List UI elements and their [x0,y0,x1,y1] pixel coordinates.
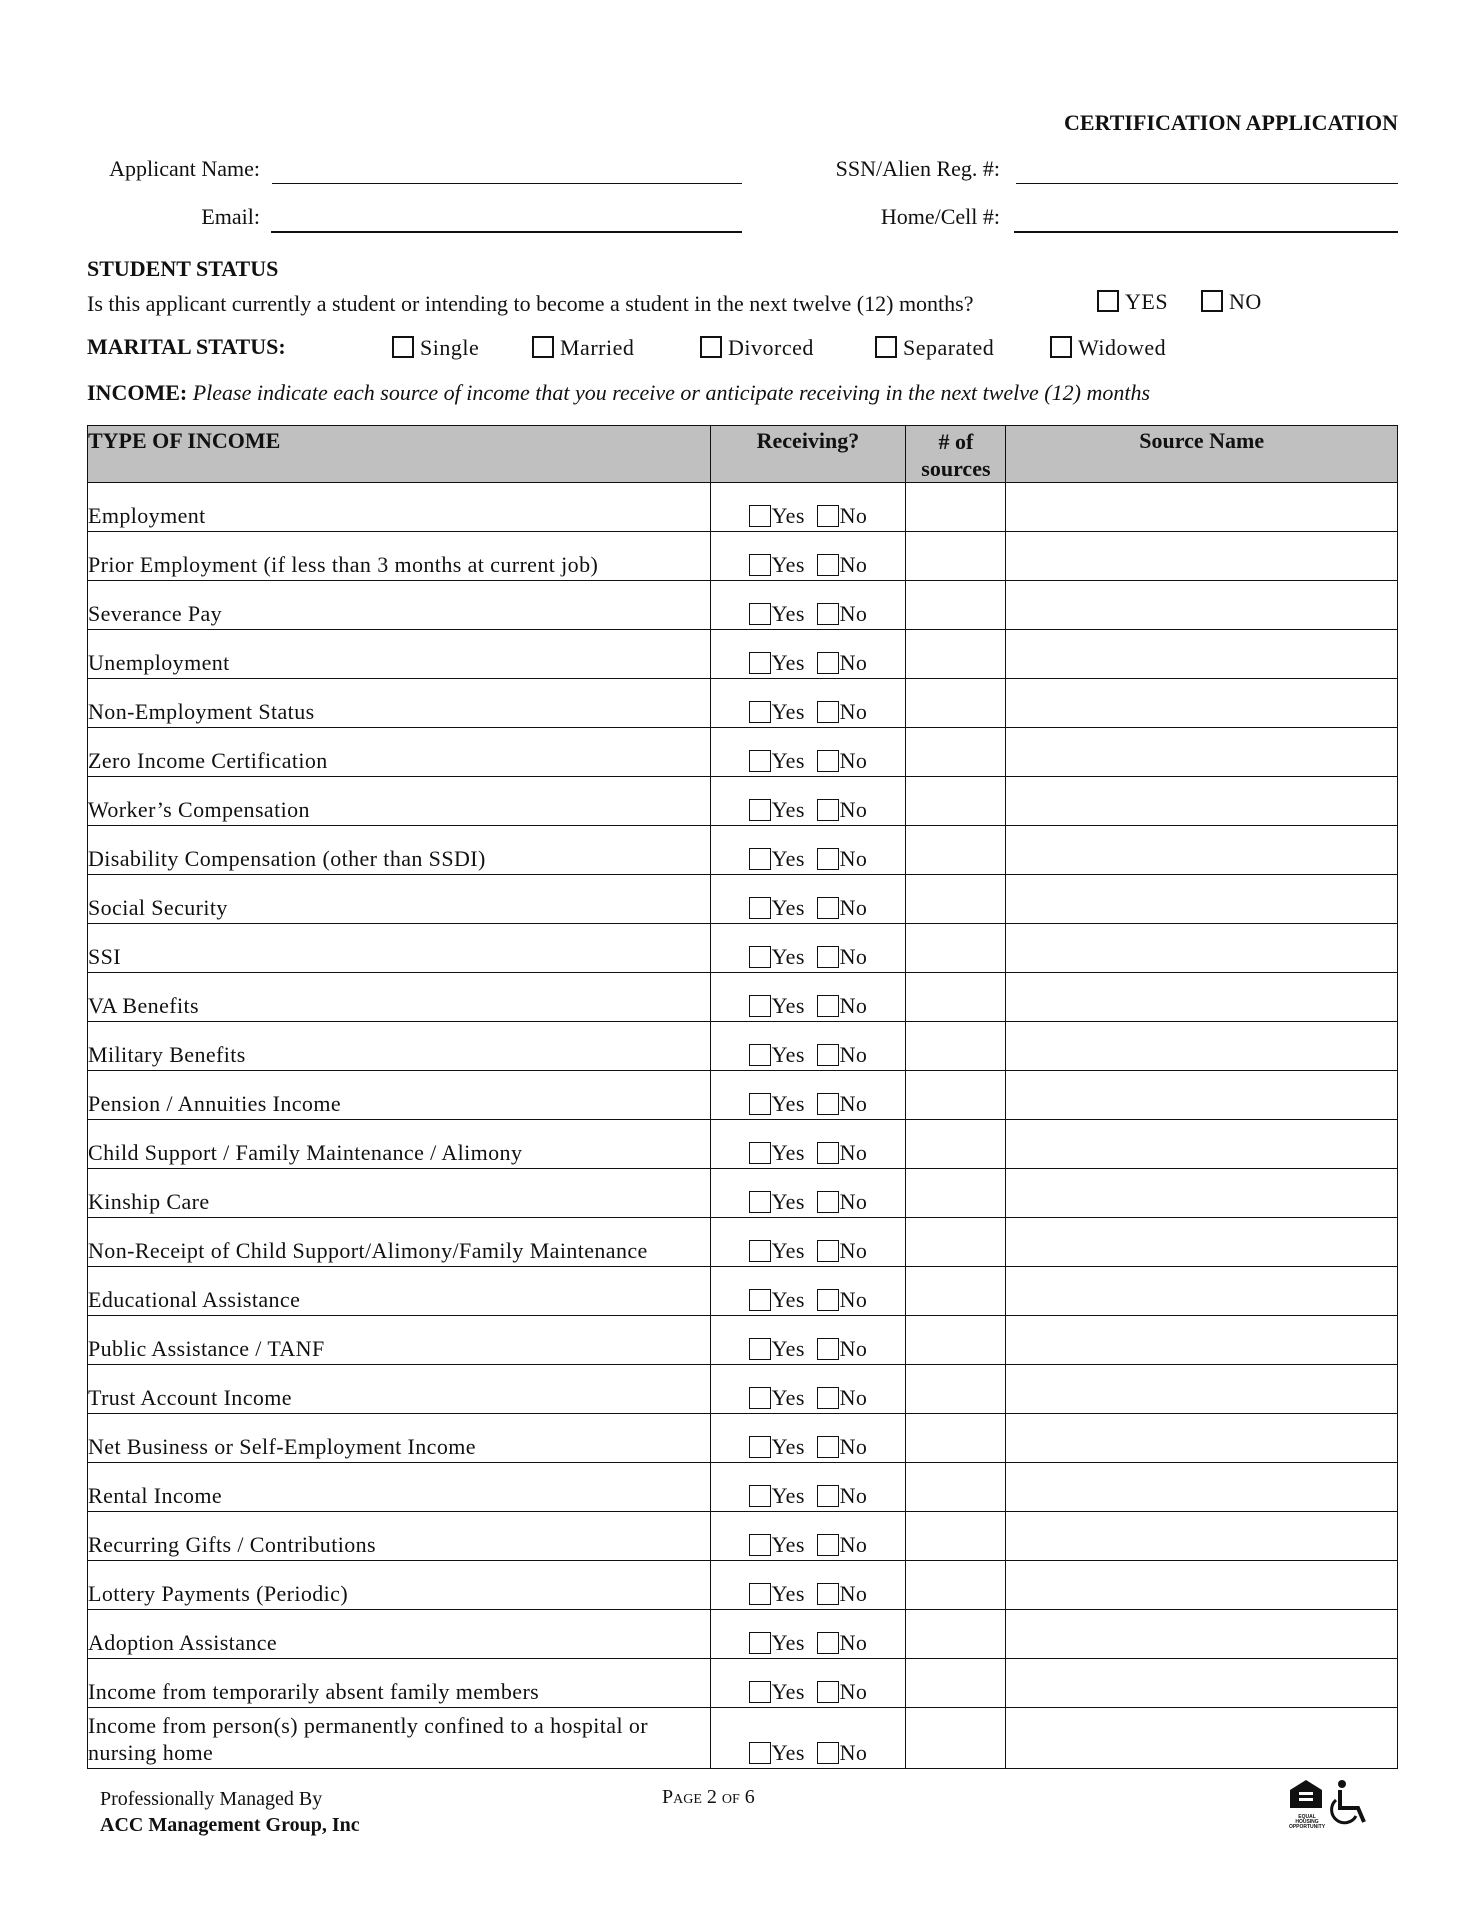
source-name-field[interactable] [1006,826,1398,875]
source-name-field[interactable] [1006,1414,1398,1463]
yes-label: Yes [771,1740,805,1765]
no-checkbox[interactable] [817,1142,839,1164]
source-name-field[interactable] [1006,1365,1398,1414]
no-checkbox[interactable] [817,554,839,576]
table-row [88,728,1398,777]
num-sources-field[interactable] [906,1463,1006,1512]
receiving-cell [710,679,906,728]
source-name-field[interactable] [1006,1022,1398,1071]
yes-checkbox[interactable] [749,848,771,870]
income-type: Adoption Assistance [88,1610,711,1659]
receiving-cell [710,826,906,875]
table-row [88,1316,1398,1365]
num-sources-field[interactable] [906,1708,1006,1769]
no-label: No [839,1336,868,1361]
num-sources-field[interactable] [906,1561,1006,1610]
marital-option-widowed[interactable] [1050,335,1166,361]
source-name-field[interactable] [1006,728,1398,777]
source-name-field[interactable] [1006,679,1398,728]
yes-label: Yes [771,601,805,626]
yes-label: Yes [771,1189,805,1214]
income-heading: INCOME: [87,380,188,405]
no-label: No [839,1287,868,1312]
table-row [88,826,1398,875]
num-sources-field[interactable] [906,679,1006,728]
receiving-cell [710,1316,906,1365]
source-name-field[interactable] [1006,1561,1398,1610]
yes-label: Yes [771,944,805,969]
form-title: CERTIFICATION APPLICATION [1064,110,1398,135]
marital-status-heading: MARITAL STATUS: [87,334,286,359]
no-label: No [839,503,868,528]
no-checkbox[interactable] [817,603,839,625]
no-checkbox[interactable] [817,1093,839,1115]
num-sources-field[interactable] [906,581,1006,630]
num-sources-field[interactable] [906,826,1006,875]
income-type: Pension / Annuities Income [88,1071,711,1120]
income-type: Child Support / Family Maintenance / Alimony [88,1120,711,1169]
phone-label: Home/Cell #: [880,204,1000,229]
no-label: No [839,1483,868,1508]
receiving-cell [710,728,906,777]
marital-option-single[interactable] [392,335,479,361]
receiving-cell [710,1463,906,1512]
table-row [88,1071,1398,1120]
source-name-field[interactable] [1006,777,1398,826]
no-label: No [839,1091,868,1116]
no-label: No [839,748,868,773]
yes-label: Yes [771,895,805,920]
no-checkbox[interactable] [817,1338,839,1360]
income-type: Military Benefits [88,1022,711,1071]
income-type: Public Assistance / TANF [88,1316,711,1365]
yes-checkbox[interactable] [749,1681,771,1703]
income-type: VA Benefits [88,973,711,1022]
table-row [88,1610,1398,1659]
num-sources-field[interactable] [906,1218,1006,1267]
yes-label: Yes [771,1581,805,1606]
source-name-field[interactable] [1006,1659,1398,1708]
no-label: No [839,944,868,969]
yes-label: Yes [771,797,805,822]
source-name-field[interactable] [1006,1463,1398,1512]
no-checkbox[interactable] [817,1742,839,1764]
table-row [88,483,1398,532]
table-header-row [88,426,1398,483]
checkbox[interactable] [532,336,554,358]
income-type: Prior Employment (if less than 3 months at current job) [88,532,711,581]
no-checkbox[interactable] [817,1240,839,1262]
no-label: No [839,1581,868,1606]
table-row [88,777,1398,826]
no-checkbox[interactable] [817,505,839,527]
income-instruction [87,380,1150,406]
checkbox[interactable] [1201,290,1223,312]
no-checkbox[interactable] [817,750,839,772]
receiving-cell [710,924,906,973]
no-label: No [839,895,868,920]
no-checkbox[interactable] [817,897,839,919]
yes-checkbox[interactable] [749,1093,771,1115]
income-type: Non-Employment Status [88,679,711,728]
source-name-field[interactable] [1006,1218,1398,1267]
table-row [88,1120,1398,1169]
ssn-field[interactable] [1016,183,1398,184]
yes-checkbox[interactable] [749,1583,771,1605]
yes-checkbox[interactable] [749,554,771,576]
receiving-cell [710,1267,906,1316]
receiving-cell [710,1414,906,1463]
no-label: No [839,1630,868,1655]
num-sources-field[interactable] [906,532,1006,581]
applicant-name-label: Applicant Name: [109,156,260,181]
yes-checkbox[interactable] [749,603,771,625]
source-name-field[interactable] [1006,1169,1398,1218]
no-checkbox[interactable] [817,1191,839,1213]
no-label: No [839,699,868,724]
yes-label: Yes [771,650,805,675]
no-checkbox[interactable] [817,652,839,674]
num-sources-field[interactable] [906,1365,1006,1414]
table-row [88,1708,1398,1769]
no-label: No [839,1679,868,1704]
option-label: Widowed [1078,335,1167,360]
header-type-of-income: TYPE OF INCOME [88,426,711,483]
yes-label: Yes [771,993,805,1018]
email-label: Email: [201,204,260,229]
yes-checkbox[interactable] [749,1338,771,1360]
yes-checkbox[interactable] [749,1191,771,1213]
no-label: No [839,1434,868,1459]
income-type: Non-Receipt of Child Support/Alimony/Family Maintenance [88,1218,711,1267]
table-row [88,630,1398,679]
table-row [88,1561,1398,1610]
num-sources-field[interactable] [906,777,1006,826]
no-checkbox[interactable] [817,946,839,968]
source-name-field[interactable] [1006,1120,1398,1169]
num-sources-field[interactable] [906,1022,1006,1071]
table-row [88,1365,1398,1414]
source-name-field[interactable] [1006,924,1398,973]
student-yes-option[interactable] [1097,289,1168,315]
income-type: Income from person(s) permanently confined to a hospital or nursing home [88,1708,711,1769]
yes-checkbox[interactable] [749,946,771,968]
yes-label: Yes [771,1238,805,1263]
income-type: Disability Compensation (other than SSDI) [88,826,711,875]
receiving-cell [710,875,906,924]
yes-label: Yes [771,503,805,528]
yes-label: Yes [771,846,805,871]
income-table [87,425,1398,1769]
table-row [88,679,1398,728]
yes-checkbox[interactable] [749,897,771,919]
company-name: ACC Management Group, Inc [100,1814,360,1836]
yes-label: Yes [771,1091,805,1116]
yes-label: Yes [771,1042,805,1067]
num-sources-field[interactable] [906,1316,1006,1365]
income-type: Unemployment [88,630,711,679]
num-sources-field[interactable] [906,1414,1006,1463]
num-sources-field[interactable] [906,630,1006,679]
income-type: Employment [88,483,711,532]
equal-housing-opportunity-text: EQUAL HOUSING OPPORTUNITY [1288,1814,1326,1830]
source-name-field[interactable] [1006,1512,1398,1561]
receiving-cell [710,532,906,581]
receiving-cell [710,973,906,1022]
option-label: NO [1229,289,1262,314]
yes-label: Yes [771,748,805,773]
num-sources-field[interactable] [906,875,1006,924]
table-row [88,924,1398,973]
receiving-cell [710,630,906,679]
source-name-field[interactable] [1006,973,1398,1022]
receiving-cell [710,1022,906,1071]
num-sources-field[interactable] [906,1512,1006,1561]
yes-checkbox[interactable] [749,701,771,723]
no-checkbox[interactable] [817,1485,839,1507]
applicant-name-field[interactable] [272,183,742,184]
yes-checkbox[interactable] [749,750,771,772]
receiving-cell [710,1071,906,1120]
yes-checkbox[interactable] [749,652,771,674]
table-row [88,1463,1398,1512]
yes-label: Yes [771,1336,805,1361]
option-label: YES [1125,289,1169,314]
num-sources-field[interactable] [906,1267,1006,1316]
income-type: Educational Assistance [88,1267,711,1316]
no-checkbox[interactable] [817,1387,839,1409]
receiving-cell [710,1708,906,1769]
receiving-cell [710,1120,906,1169]
yes-checkbox[interactable] [749,505,771,527]
yes-label: Yes [771,1385,805,1410]
no-label: No [839,1140,868,1165]
num-sources-field[interactable] [906,1071,1006,1120]
no-label: No [839,1238,868,1263]
no-label: No [839,1385,868,1410]
marital-option-married[interactable] [532,335,634,361]
num-sources-field[interactable] [906,1120,1006,1169]
source-name-field[interactable] [1006,1316,1398,1365]
header-receiving: Receiving? [710,426,906,483]
no-label: No [839,797,868,822]
no-label: No [839,1189,868,1214]
no-label: No [839,601,868,626]
table-row [88,1267,1398,1316]
yes-label: Yes [771,1434,805,1459]
num-sources-field[interactable] [906,483,1006,532]
table-row [88,1512,1398,1561]
receiving-cell [710,483,906,532]
no-checkbox[interactable] [817,1044,839,1066]
yes-checkbox[interactable] [749,1742,771,1764]
email-field[interactable] [271,231,742,233]
no-label: No [839,1042,868,1067]
student-question: Is this applicant currently a student or intending to become a student in the next twelve (12) months? [87,291,974,316]
no-checkbox[interactable] [817,1632,839,1654]
income-type: Kinship Care [88,1169,711,1218]
income-type: SSI [88,924,711,973]
receiving-cell [710,777,906,826]
checkbox[interactable] [700,336,722,358]
source-name-field[interactable] [1006,1610,1398,1659]
no-checkbox[interactable] [817,848,839,870]
table-row [88,1659,1398,1708]
receiving-cell [710,1561,906,1610]
checkbox[interactable] [392,336,414,358]
yes-checkbox[interactable] [749,1534,771,1556]
receiving-cell [710,1512,906,1561]
receiving-cell [710,1610,906,1659]
source-name-field[interactable] [1006,630,1398,679]
option-label: Married [560,335,635,360]
yes-checkbox[interactable] [749,1436,771,1458]
no-label: No [839,846,868,871]
receiving-cell [710,1365,906,1414]
marital-option-separated[interactable] [875,335,994,361]
yes-checkbox[interactable] [749,1240,771,1262]
no-label: No [839,1740,868,1765]
header-num-sources: # of sources [906,426,1006,483]
header-source-name: Source Name [1006,426,1398,483]
no-label: No [839,1532,868,1557]
yes-checkbox[interactable] [749,799,771,821]
table-row [88,532,1398,581]
num-sources-field[interactable] [906,973,1006,1022]
num-sources-field[interactable] [906,924,1006,973]
yes-label: Yes [771,1287,805,1312]
ssn-label: SSN/Alien Reg. #: [835,156,1000,181]
checkbox[interactable] [1050,336,1072,358]
yes-checkbox[interactable] [749,995,771,1017]
yes-label: Yes [771,552,805,577]
income-type: Income from temporarily absent family members [88,1659,711,1708]
no-checkbox[interactable] [817,1681,839,1703]
option-label: Divorced [728,335,814,360]
source-name-field[interactable] [1006,1071,1398,1120]
source-name-field[interactable] [1006,1708,1398,1769]
num-sources-field[interactable] [906,728,1006,777]
no-checkbox[interactable] [817,799,839,821]
yes-label: Yes [771,1483,805,1508]
receiving-cell [710,581,906,630]
table-row [88,1414,1398,1463]
no-checkbox[interactable] [817,1436,839,1458]
no-label: No [839,993,868,1018]
no-checkbox[interactable] [817,1289,839,1311]
income-type: Severance Pay [88,581,711,630]
table-row [88,581,1398,630]
no-label: No [839,552,868,577]
income-type: Zero Income Certification [88,728,711,777]
checkbox[interactable] [875,336,897,358]
managed-by-text: Professionally Managed By [100,1788,323,1810]
income-type: Lottery Payments (Periodic) [88,1561,711,1610]
source-name-field[interactable] [1006,532,1398,581]
income-type: Recurring Gifts / Contributions [88,1512,711,1561]
num-sources-field[interactable] [906,1610,1006,1659]
student-status-heading: STUDENT STATUS [87,256,279,281]
marital-option-divorced[interactable] [700,335,814,361]
income-type: Worker’s Compensation [88,777,711,826]
receiving-cell [710,1218,906,1267]
yes-checkbox[interactable] [749,1387,771,1409]
table-row [88,1169,1398,1218]
no-checkbox[interactable] [817,701,839,723]
no-label: No [839,650,868,675]
source-name-field[interactable] [1006,483,1398,532]
phone-field[interactable] [1014,231,1398,233]
option-label: Separated [903,335,995,360]
table-row [88,875,1398,924]
yes-label: Yes [771,1630,805,1655]
income-type: Rental Income [88,1463,711,1512]
num-sources-field[interactable] [906,1659,1006,1708]
source-name-field[interactable] [1006,1267,1398,1316]
source-name-field[interactable] [1006,581,1398,630]
table-row [88,1022,1398,1071]
student-no-option[interactable] [1201,289,1262,315]
receiving-cell [710,1169,906,1218]
income-instruction-text: Please indicate each source of income that you receive or anticipate receiving in the next twelve (12) months [192,380,1151,405]
income-type: Net Business or Self-Employment Income [88,1414,711,1463]
yes-checkbox[interactable] [749,1289,771,1311]
yes-checkbox[interactable] [749,1142,771,1164]
source-name-field[interactable] [1006,875,1398,924]
option-label: Single [420,335,480,360]
yes-label: Yes [771,1679,805,1704]
num-sources-field[interactable] [906,1169,1006,1218]
yes-checkbox[interactable] [749,1632,771,1654]
income-type: Social Security [88,875,711,924]
no-checkbox[interactable] [817,995,839,1017]
yes-checkbox[interactable] [749,1485,771,1507]
table-row [88,973,1398,1022]
yes-checkbox[interactable] [749,1044,771,1066]
checkbox[interactable] [1097,290,1119,312]
table-row [88,1218,1398,1267]
receiving-cell [710,1659,906,1708]
yes-label: Yes [771,1140,805,1165]
yes-label: Yes [771,699,805,724]
no-checkbox[interactable] [817,1583,839,1605]
income-type: Trust Account Income [88,1365,711,1414]
page-number: Page 2 of 6 [662,1786,755,1808]
yes-label: Yes [771,1532,805,1557]
no-checkbox[interactable] [817,1534,839,1556]
